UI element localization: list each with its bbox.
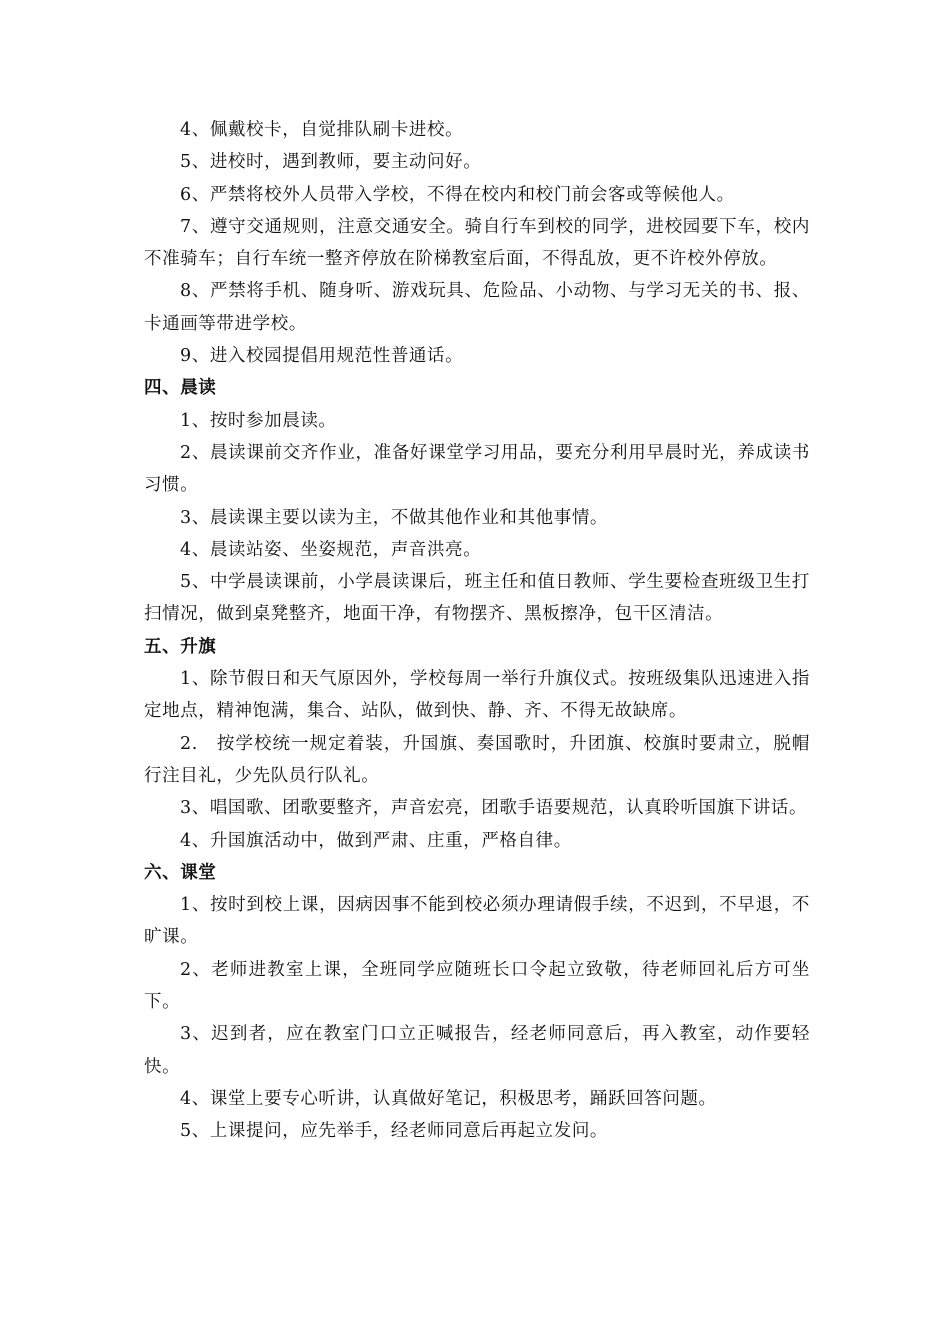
rule-3-9: 9、进入校园提倡用规范性普通话。 xyxy=(180,346,464,367)
rule-4-4: 4、晨读站姿、坐姿规范，声音洪亮。 xyxy=(180,539,482,560)
rule-3-7: 7、遵守交通规则，注意交通安全。骑自行车到校的同学，进校园要下车，校内不准骑车；自行车统一整齐停放在阶梯教室后面，不得乱放，更不许校外停放。 xyxy=(144,216,810,270)
rule-3-6: 6、严禁将校外人员带入学校，不得在校内和校门前会客或等候他人。 xyxy=(180,184,735,205)
rule-3-8: 8、严禁将手机、随身听、游戏玩具、危险品、小动物、与学习无关的书、报、卡通画等带进学校。 xyxy=(144,281,810,334)
rule-5-2: 2. 按学校统一规定着装，升国旗、奏国歌时，升团旗、校旗时要肃立，脱帽行注目礼，少先队员行队礼。 xyxy=(144,733,810,786)
document-page xyxy=(144,114,810,1148)
rule-4-1: 1、按时参加晨读。 xyxy=(180,410,337,431)
rule-6-2: 2、老师进教室上课，全班同学应随班长口令起立致敬，待老师回礼后方可坐下。 xyxy=(144,959,810,1013)
rule-4-5: 5、中学晨读课前，小学晨读课后，班主任和值日教师、学生要检查班级卫生打扫情况，做到桌凳整齐，地面干净，有物摆齐、黑板擦净，包干区清洁。 xyxy=(144,572,810,625)
rule-6-1: 1、按时到校上课，因病因事不能到校必须办理请假手续，不迟到，不早退，不旷课。 xyxy=(144,895,810,948)
rule-4-2: 2、晨读课前交齐作业，准备好课堂学习用品，要充分利用早晨时光，养成读书习惯。 xyxy=(144,442,810,496)
rule-6-3: 3、迟到者，应在教室门口立正喊报告，经老师同意后，再入教室，动作要轻快。 xyxy=(144,1024,810,1077)
rule-6-5: 5、上课提问，应先举手，经老师同意后再起立发问。 xyxy=(180,1121,609,1142)
rule-5-3: 3、唱国歌、团歌要整齐，声音宏亮，团歌手语要规范，认真聆听国旗下讲话。 xyxy=(180,798,808,819)
section-heading-morning-reading: 四、晨读 xyxy=(144,378,217,399)
rule-3-4: 4、佩戴校卡，自觉排队刷卡进校。 xyxy=(180,120,464,140)
rule-4-3: 3、晨读课主要以读为主，不做其他作业和其他事情。 xyxy=(180,507,609,528)
rule-5-4: 4、升国旗活动中，做到严肃、庄重，严格自律。 xyxy=(180,830,572,851)
rule-6-4: 4、课堂上要专心听讲，认真做好笔记，积极思考，踊跃回答问题。 xyxy=(180,1088,717,1109)
rule-5-1: 1、除节假日和天气原因外，学校每周一举行升旗仪式。按班级集队迅速进入指定地点，精神饱满，集合、站队，做到快、静、齐、不得无故缺席。 xyxy=(144,669,810,722)
rule-3-5: 5、进校时，遇到教师，要主动问好。 xyxy=(180,152,482,173)
section-heading-flag-raising: 五、升旗 xyxy=(144,636,217,657)
section-heading-classroom: 六、课堂 xyxy=(144,862,217,883)
